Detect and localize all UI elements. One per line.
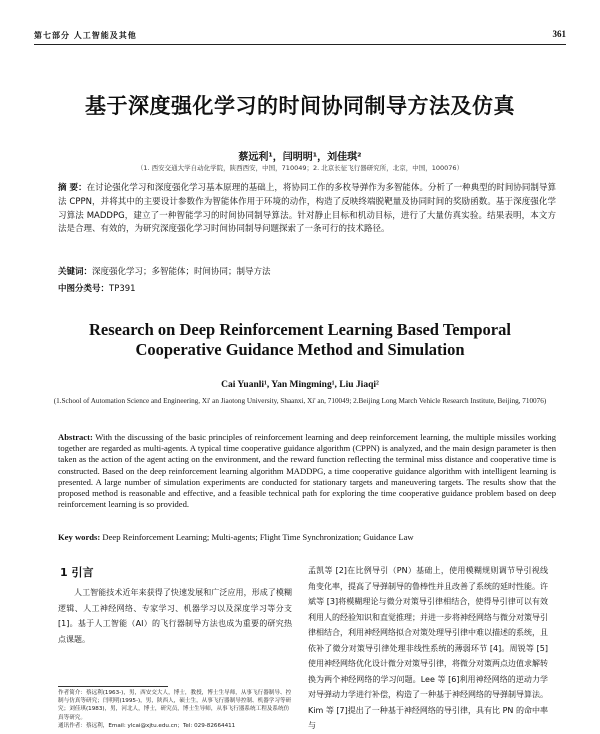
running-header-section: 第七部分 人工智能及其他 <box>34 31 137 40</box>
english-title-line-2: Cooperative Guidance Method and Simulation <box>135 340 465 359</box>
body-paragraph: 孟凯等 [2]在比例导引（PN）基础上，使用模糊规则调节导引视线角变化率，提高了导弹制导的鲁棒性并且改善了系统的延时性能。许斌等 [3]将模糊理论与微分对策导引律相结合，使得导引律可以有效利用人的经验知识和直觉推理；并进一步将神经网络与微分对策导引律相结合，利用神经网络拟合对策处理导引律中难以描述的系统，且依补了微分对策导引律处理非线性系统的薄弱环节 [4]。周锐等 [5]使用神经网络优化设计微分对策导引律，将微分对策两点边值求解转换为两个神经网络的学习问题。Lee 等 [6]利用神经网络的逆动力学对导弹动力学进行补偿，构造了一种基于神经网络的导弹制导算法。Kim 等 [7]提出了一种基于神经网络的导引律，具有比 PN 的命中率与 <box>308 566 548 730</box>
chinese-abstract-text: 在讨论强化学习和深度强化学习基本原理的基础上，将协同工作的多枚导弹作为多智能体。分析了一种典型的时间协同制导算法 CPPN，并将其中的主要设计参数作为智能体作用于环境的动作，构造了反映终端脱靶量及协同时间的奖励函数。基于深度强化学习算法 MADDPG，建立了一种智能学习的时间协同制导算法。针对静止目标和机动目标，进行了大量仿真实验。结果表明，本文方法是合理、有效的，为研究深度强化学习时间协同制导问题探索了一条可行的技术路径。 <box>58 183 556 235</box>
classification-label: 中图分类号： <box>58 284 110 294</box>
english-abstract <box>58 432 556 510</box>
chinese-keywords-label: 关键词： <box>58 267 93 277</box>
chinese-affiliation: （1. 西安交通大学自动化学院，陕西西安，中国，710049；2. 北京长征飞行器研究所，北京，中国，100076） <box>136 164 464 172</box>
footnote-author-info: 作者简介：蔡远利(1963-)，男，西安交大人，博士，教授，博士生导师，从事飞行器制导、控制与仿真等研究；闫明明(1995-)，男，陕西人，硕士生，从事飞行器制导控制、机器学习等研究；刘佳琪(1983)，男，河北人，博士，研究员，博士生导师，从事飞行器系统工程及系统仿真等研究。 <box>58 690 292 721</box>
classification-number: TP391 <box>109 284 136 294</box>
body-column-right <box>308 563 548 734</box>
body-column-left <box>58 585 292 647</box>
english-abstract-label: Abstract: <box>58 432 93 442</box>
section-heading: 1 引言 <box>60 566 94 579</box>
footnote <box>58 689 294 730</box>
chinese-authors: 蔡远利¹，闫明明¹，刘佳琪² <box>238 152 362 163</box>
english-authors: Cai Yuanli¹, Yan Mingming¹, Liu Jiaqi² <box>221 380 379 390</box>
english-title <box>0 320 600 360</box>
english-title-line-1: Research on Deep Reinforcement Learning Based Temporal <box>89 320 511 339</box>
body-paragraph: 人工智能技术近年来获得了快速发展和广泛应用，形成了模糊逻辑、人工神经网络、专家学习、机器学习以及深度学习等分支 [1]。基于人工智能（AI）的飞行器制导方法也成为重要的研究热点课题。 <box>58 588 292 644</box>
chinese-abstract-label: 摘 要： <box>58 183 87 193</box>
chinese-classification <box>58 282 556 294</box>
running-header <box>34 30 566 45</box>
english-abstract-text: With the discussing of the basic principles of reinforcement learning and deep reinforcement learning, the multiple missiles working together are regarded as multi-agents. A typical time cooperative guidance algorithm (CPPN) is analyzed, and the main design parameter is then taken as the action of the agent acting on the environment, and the reward function reflecting the terminal miss distance and cooperative time is constructed. Based on the deep reinforcement learning algorithm MADDPG, a time cooperative guidance algorithm with intelligent learning is presented. A large number of simulation experiments are conducted for stationary targets and maneuvering targets. The results show that the proposed method is reasonable and effective, and a feasible technical path for exploring the time cooperative guidance problem based on deep reinforcement learning is so provided. <box>58 432 556 510</box>
chinese-keywords-text: 深度强化学习；多智能体；时间协同；制导方法 <box>92 267 271 277</box>
footnote-correspondence: 通讯作者：蔡远利，Email: ylcai@xjtu.edu.cn；Tel: 029-82664411 <box>58 722 236 729</box>
english-affiliation: (1.School of Automation Science and Engineering, Xi' an Jiaotong University, Shaanxi, Xi' an, 710049; 2.Beijing Long March Vehicle Research Institute, Beijing, 710076) <box>53 397 547 405</box>
english-keywords <box>58 532 556 542</box>
english-keywords-text: Deep Reinforcement Learning; Multi-agents; Flight Time Synchronization; Guidance Law <box>102 532 414 542</box>
page-number: 361 <box>552 29 566 39</box>
footnote-divider <box>58 686 168 687</box>
chinese-abstract <box>58 182 556 237</box>
chinese-keywords <box>58 265 556 277</box>
english-keywords-label: Key words: <box>58 532 101 542</box>
chinese-title: 基于深度强化学习的时间协同制导方法及仿真 <box>85 94 515 118</box>
